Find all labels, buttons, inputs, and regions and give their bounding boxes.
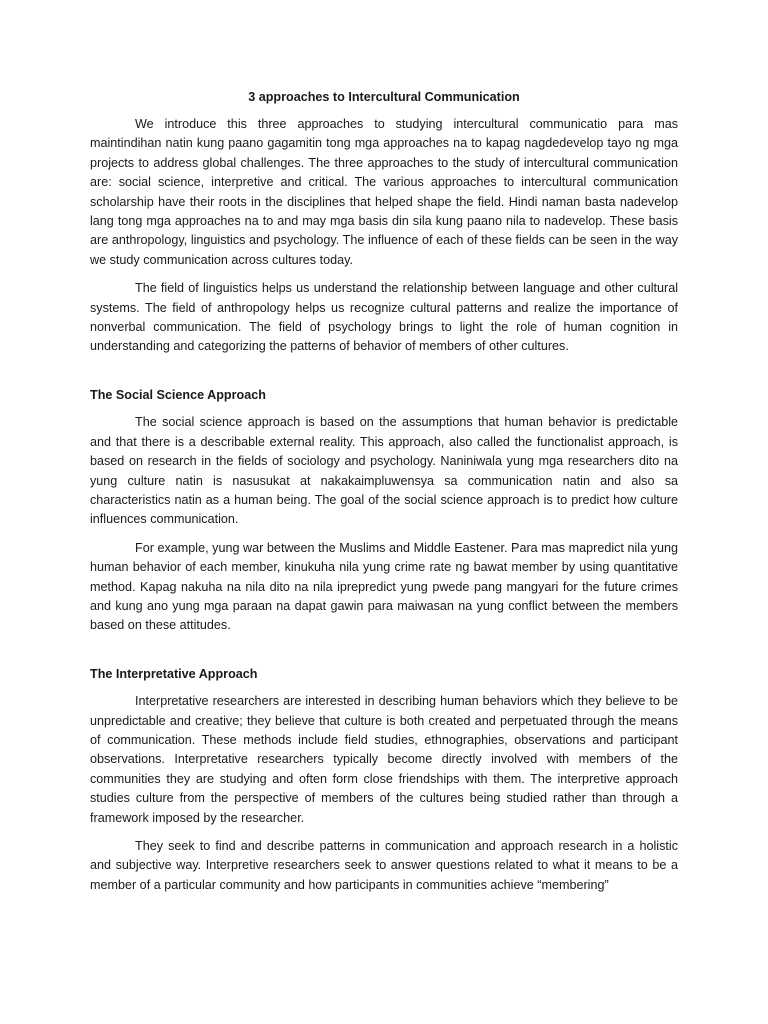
social-science-paragraph-2: For example, yung war between the Muslims and Middle Eastener. Para mas mapredict nila yung human behavior of each member, kinukuha nila yung crime rate ng bawat member by using quantitative method. Kapag nakuha na nila dito na nila iprepredict yung pwede pang mangyari for the future crimes and kung ano yung mga paraan na dapat gawin para maiwasan na yung conflict between the members based on these attitudes. [90,540,678,633]
social-science-paragraph-1: The social science approach is based on the assumptions that human behavior is predictable and that there is a describable external reality. This approach, also called the functionalist approach, is based on research in the fields of sociology and psychology. Naniniwala yung mga researchers dito na yung culture natin is nasusukat at nakakaimpluwensya sa communication natin and also sa characteristics natin as a human being. The goal of the social science approach is to predict how culture influences communication. [90,415,678,527]
interpretative-paragraph-1: Interpretative researchers are interested in describing human behaviors which they believe to be unpredictable and creative; they believe that culture is both created and perpetuated through the means of communication. These methods include field studies, ethnographies, observations and participant observations. Interpretative researchers typically become directly involved with members of the communities they are studying and often form close friendships with them. The interpretive approach studies culture from the perspective of members of the cultures being studied rather than through a framework imposed by the researcher. [90,694,678,825]
intro-paragraph-1: We introduce this three approaches to studying intercultural communicatio para mas maintindihan natin kung paano gagamitin tong mga approaches na to kapag nagdedevelop tayo ng mga projects to address global challenges. The three approaches to the study of intercultural communication are: social science, interpretive and critical. The various approaches to intercultural communication scholarship have their roots in the disciplines that helped shape the field. Hindi naman basta nadevelop lang tong mga approaches na to and may mga basis din sila kung paano nila to nadevelop. These basis are anthropology, linguistics and psychology. The influence of each of these fields can be seen in the way we study communication across cultures today. [90,117,678,267]
interpretative-paragraph-2: They seek to find and describe patterns in communication and approach research in a holistic and subjective way. Interpretive researchers seek to answer questions related to what it means to be a member of a particular community and how participants in communities achieve “membering” [90,839,678,892]
document-title: 3 approaches to Intercultural Communication [248,90,520,104]
interpretative-heading: The Interpretative Approach [90,666,258,681]
intro-paragraph-2: The field of linguistics helps us understand the relationship between language and other cultural systems. The field of anthropology helps us recognize cultural patterns and realize the importance of nonverbal communication. The field of psychology brings to light the role of human cognition in understanding and categorizing the patterns of behavior of members of other cultures. [90,281,678,354]
document-page [90,88,678,904]
social-science-heading: The Social Science Approach [90,387,266,402]
